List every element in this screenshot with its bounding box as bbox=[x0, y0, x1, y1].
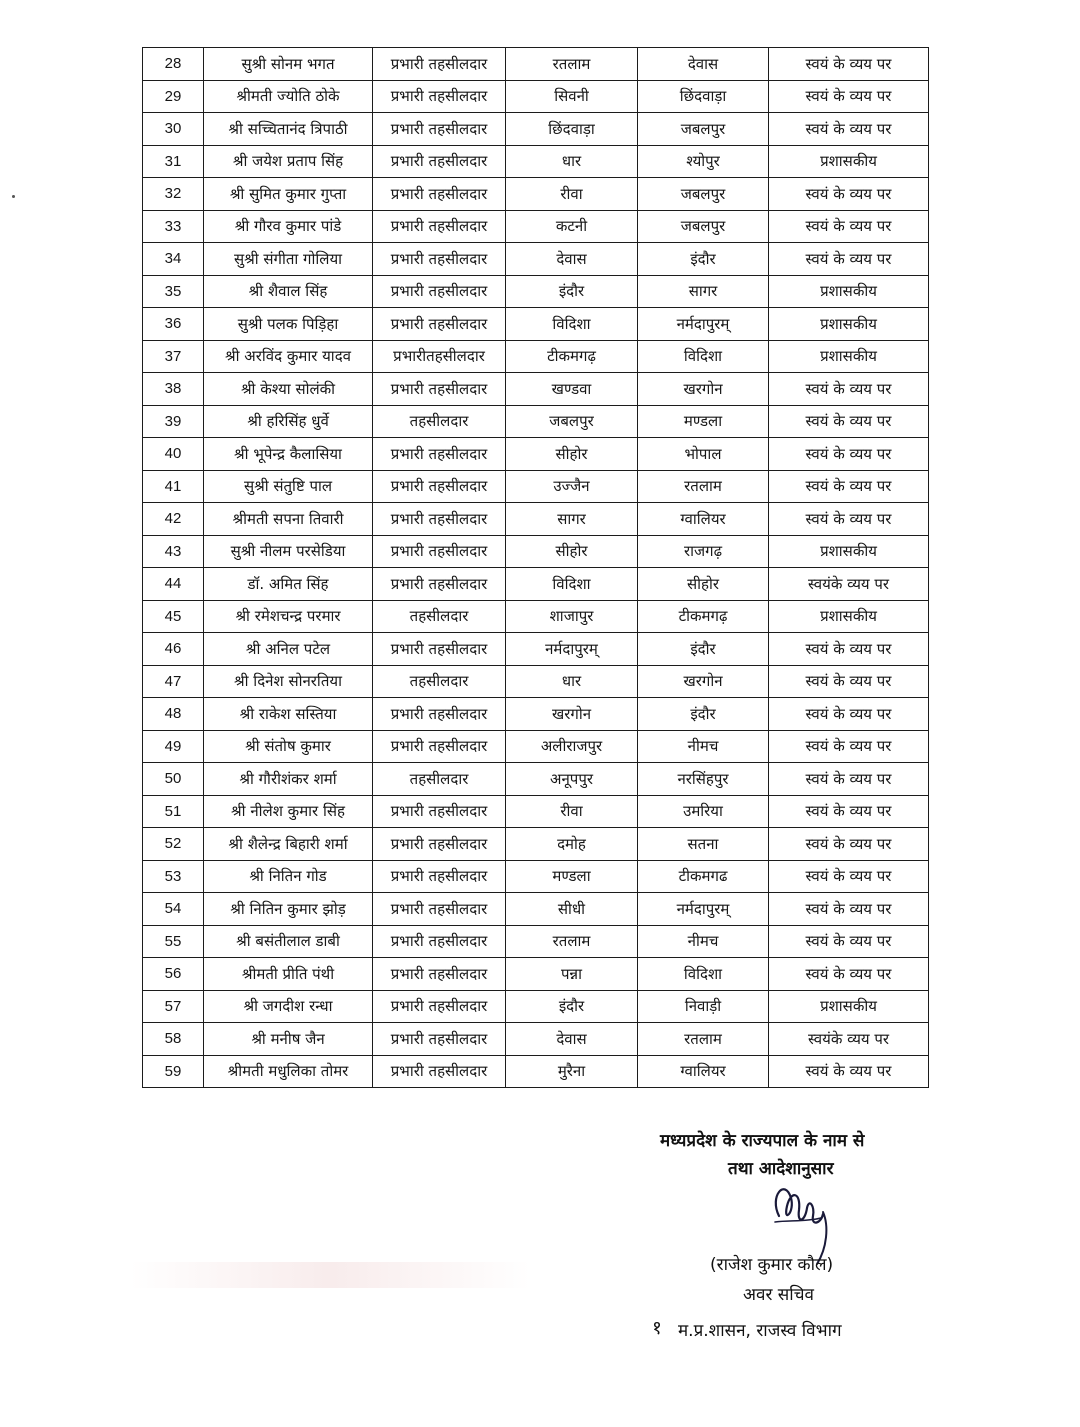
name-cell: सुश्री संगीता गोलिया bbox=[204, 243, 373, 276]
designation-cell: प्रभारी तहसीलदार bbox=[373, 145, 506, 178]
designation-cell: प्रभारी तहसीलदार bbox=[373, 308, 506, 341]
designation-cell: प्रभारी तहसीलदार bbox=[373, 48, 506, 81]
serial-number-cell: 52 bbox=[143, 828, 204, 861]
to-district-cell: खरगोन bbox=[638, 373, 769, 406]
designation-cell: तहसीलदार bbox=[373, 600, 506, 633]
serial-number-cell: 37 bbox=[143, 340, 204, 373]
expense-cell: स्वयं के व्यय पर bbox=[769, 958, 929, 991]
table-row bbox=[143, 373, 929, 406]
expense-cell: स्वयं के व्यय पर bbox=[769, 373, 929, 406]
table-row bbox=[143, 535, 929, 568]
table-row bbox=[143, 698, 929, 731]
page-mark: १ bbox=[652, 1317, 662, 1339]
table-row bbox=[143, 860, 929, 893]
name-cell: श्री जयेश प्रताप सिंह bbox=[204, 145, 373, 178]
from-district-cell: अलीराजपुर bbox=[506, 730, 638, 763]
serial-number-cell: 53 bbox=[143, 860, 204, 893]
to-district-cell: विदिशा bbox=[638, 958, 769, 991]
serial-number-cell: 44 bbox=[143, 568, 204, 601]
expense-cell: स्वयं के व्यय पर bbox=[769, 860, 929, 893]
to-district-cell: भोपाल bbox=[638, 438, 769, 471]
table-row bbox=[143, 795, 929, 828]
from-district-cell: सीहोर bbox=[506, 535, 638, 568]
name-cell: श्री नितिन कुमार झोड़ bbox=[204, 893, 373, 926]
designation-cell: तहसीलदार bbox=[373, 665, 506, 698]
name-cell: सुश्री सोनम भगत bbox=[204, 48, 373, 81]
serial-number-cell: 57 bbox=[143, 990, 204, 1023]
from-district-cell: रतलाम bbox=[506, 48, 638, 81]
name-cell: श्री हरिसिंह धुर्वे bbox=[204, 405, 373, 438]
to-district-cell: टीकमगढ bbox=[638, 860, 769, 893]
name-cell: श्रीमती प्रीति पंथी bbox=[204, 958, 373, 991]
designation-cell: प्रभारीतहसीलदार bbox=[373, 340, 506, 373]
table-body bbox=[143, 48, 929, 1088]
designation-cell: प्रभारी तहसीलदार bbox=[373, 730, 506, 763]
table-row bbox=[143, 893, 929, 926]
serial-number-cell: 30 bbox=[143, 113, 204, 146]
expense-cell: स्वयं के व्यय पर bbox=[769, 925, 929, 958]
name-cell: श्री भूपेन्द्र कैलासिया bbox=[204, 438, 373, 471]
designation-cell: प्रभारी तहसीलदार bbox=[373, 795, 506, 828]
expense-cell: स्वयं के व्यय पर bbox=[769, 438, 929, 471]
serial-number-cell: 42 bbox=[143, 503, 204, 536]
expense-cell: प्रशासकीय bbox=[769, 308, 929, 341]
table-row bbox=[143, 80, 929, 113]
signatory-designation: अवर सचिव bbox=[743, 1285, 814, 1305]
expense-cell: प्रशासकीय bbox=[769, 600, 929, 633]
from-district-cell: इंदौर bbox=[506, 990, 638, 1023]
designation-cell: प्रभारी तहसीलदार bbox=[373, 535, 506, 568]
name-cell: श्री मनीष जैन bbox=[204, 1023, 373, 1056]
table-row bbox=[143, 243, 929, 276]
from-district-cell: कटनी bbox=[506, 210, 638, 243]
name-cell: श्री बसंतीलाल डाबी bbox=[204, 925, 373, 958]
table-row bbox=[143, 633, 929, 666]
expense-cell: स्वयं के व्यय पर bbox=[769, 633, 929, 666]
name-cell: श्री केश्या सोलंकी bbox=[204, 373, 373, 406]
table-row bbox=[143, 145, 929, 178]
serial-number-cell: 43 bbox=[143, 535, 204, 568]
from-district-cell: रतलाम bbox=[506, 925, 638, 958]
expense-cell: स्वयं के व्यय पर bbox=[769, 48, 929, 81]
from-district-cell: पन्ना bbox=[506, 958, 638, 991]
expense-cell: स्वयं के व्यय पर bbox=[769, 698, 929, 731]
to-district-cell: इंदौर bbox=[638, 633, 769, 666]
table-row bbox=[143, 730, 929, 763]
from-district-cell: सागर bbox=[506, 503, 638, 536]
from-district-cell: सीहोर bbox=[506, 438, 638, 471]
to-district-cell: मण्डला bbox=[638, 405, 769, 438]
from-district-cell: धार bbox=[506, 145, 638, 178]
expense-cell: स्वयंके व्यय पर bbox=[769, 1023, 929, 1056]
from-district-cell: उज्जैन bbox=[506, 470, 638, 503]
from-district-cell: शाजापुर bbox=[506, 600, 638, 633]
table-row bbox=[143, 470, 929, 503]
to-district-cell: खरगोन bbox=[638, 665, 769, 698]
name-cell: श्री नीलेश कुमार सिंह bbox=[204, 795, 373, 828]
expense-cell: स्वयं के व्यय पर bbox=[769, 893, 929, 926]
expense-cell: स्वयं के व्यय पर bbox=[769, 795, 929, 828]
to-district-cell: ग्वालियर bbox=[638, 1055, 769, 1088]
name-cell: श्री जगदीश रन्धा bbox=[204, 990, 373, 1023]
expense-cell: स्वयं के व्यय पर bbox=[769, 210, 929, 243]
expense-cell: स्वयं के व्यय पर bbox=[769, 113, 929, 146]
serial-number-cell: 33 bbox=[143, 210, 204, 243]
serial-number-cell: 51 bbox=[143, 795, 204, 828]
from-district-cell: मुरैना bbox=[506, 1055, 638, 1088]
transfer-order-table bbox=[142, 47, 929, 1088]
table-row bbox=[143, 308, 929, 341]
expense-cell: स्वयं के व्यय पर bbox=[769, 763, 929, 796]
name-cell: श्री सुमित कुमार गुप्ता bbox=[204, 178, 373, 211]
designation-cell: प्रभारी तहसीलदार bbox=[373, 210, 506, 243]
table-row bbox=[143, 48, 929, 81]
from-district-cell: छिंदवाड़ा bbox=[506, 113, 638, 146]
expense-cell: स्वयं के व्यय पर bbox=[769, 828, 929, 861]
table-row bbox=[143, 828, 929, 861]
table-row bbox=[143, 178, 929, 211]
designation-cell: प्रभारी तहसीलदार bbox=[373, 860, 506, 893]
designation-cell: प्रभारी तहसीलदार bbox=[373, 698, 506, 731]
serial-number-cell: 54 bbox=[143, 893, 204, 926]
designation-cell: प्रभारी तहसीलदार bbox=[373, 958, 506, 991]
table-row bbox=[143, 275, 929, 308]
serial-number-cell: 41 bbox=[143, 470, 204, 503]
table-row bbox=[143, 925, 929, 958]
to-district-cell: जबलपुर bbox=[638, 210, 769, 243]
to-district-cell: जबलपुर bbox=[638, 113, 769, 146]
table-row bbox=[143, 1023, 929, 1056]
to-district-cell: नीमच bbox=[638, 925, 769, 958]
name-cell: श्रीमती मधुलिका तोमर bbox=[204, 1055, 373, 1088]
designation-cell: प्रभारी तहसीलदार bbox=[373, 275, 506, 308]
expense-cell: स्वयं के व्यय पर bbox=[769, 405, 929, 438]
serial-number-cell: 48 bbox=[143, 698, 204, 731]
name-cell: श्री राकेश सस्तिया bbox=[204, 698, 373, 731]
serial-number-cell: 40 bbox=[143, 438, 204, 471]
from-district-cell: जबलपुर bbox=[506, 405, 638, 438]
serial-number-cell: 59 bbox=[143, 1055, 204, 1088]
signature-block bbox=[600, 1120, 930, 1350]
scan-speck bbox=[12, 195, 15, 198]
serial-number-cell: 28 bbox=[143, 48, 204, 81]
table-row bbox=[143, 763, 929, 796]
name-cell: श्री नितिन गोड bbox=[204, 860, 373, 893]
from-district-cell: देवास bbox=[506, 1023, 638, 1056]
to-district-cell: टीकमगढ़ bbox=[638, 600, 769, 633]
table-row bbox=[143, 665, 929, 698]
designation-cell: प्रभारी तहसीलदार bbox=[373, 925, 506, 958]
to-district-cell: नर्मदापुरम् bbox=[638, 893, 769, 926]
designation-cell: प्रभारी तहसीलदार bbox=[373, 178, 506, 211]
name-cell: श्रीमती सपना तिवारी bbox=[204, 503, 373, 536]
designation-cell: प्रभारी तहसीलदार bbox=[373, 633, 506, 666]
to-district-cell: निवाड़ी bbox=[638, 990, 769, 1023]
designation-cell: प्रभारी तहसीलदार bbox=[373, 828, 506, 861]
designation-cell: प्रभारी तहसीलदार bbox=[373, 438, 506, 471]
name-cell: श्री शैवाल सिंह bbox=[204, 275, 373, 308]
name-cell: श्री अनिल पटेल bbox=[204, 633, 373, 666]
table-row bbox=[143, 1055, 929, 1088]
designation-cell: प्रभारी तहसीलदार bbox=[373, 503, 506, 536]
signatory-name: (राजेश कुमार कौल) bbox=[710, 1255, 834, 1275]
expense-cell: स्वयं के व्यय पर bbox=[769, 470, 929, 503]
serial-number-cell: 39 bbox=[143, 405, 204, 438]
to-district-cell: श्योपुर bbox=[638, 145, 769, 178]
expense-cell: स्वयं के व्यय पर bbox=[769, 243, 929, 276]
to-district-cell: सीहोर bbox=[638, 568, 769, 601]
name-cell: श्री सच्चितानंद त्रिपाठी bbox=[204, 113, 373, 146]
from-district-cell: अनूपपुर bbox=[506, 763, 638, 796]
table-row bbox=[143, 990, 929, 1023]
designation-cell: प्रभारी तहसीलदार bbox=[373, 1023, 506, 1056]
name-cell: श्री अरविंद कुमार यादव bbox=[204, 340, 373, 373]
serial-number-cell: 47 bbox=[143, 665, 204, 698]
serial-number-cell: 31 bbox=[143, 145, 204, 178]
serial-number-cell: 50 bbox=[143, 763, 204, 796]
serial-number-cell: 55 bbox=[143, 925, 204, 958]
expense-cell: स्वयं के व्यय पर bbox=[769, 730, 929, 763]
expense-cell: स्वयं के व्यय पर bbox=[769, 503, 929, 536]
to-district-cell: ग्वालियर bbox=[638, 503, 769, 536]
serial-number-cell: 32 bbox=[143, 178, 204, 211]
expense-cell: प्रशासकीय bbox=[769, 990, 929, 1023]
designation-cell: प्रभारी तहसीलदार bbox=[373, 80, 506, 113]
to-district-cell: इंदौर bbox=[638, 698, 769, 731]
serial-number-cell: 49 bbox=[143, 730, 204, 763]
from-district-cell: दमोह bbox=[506, 828, 638, 861]
expense-cell: प्रशासकीय bbox=[769, 145, 929, 178]
expense-cell: स्वयंके व्यय पर bbox=[769, 568, 929, 601]
from-district-cell: सिवनी bbox=[506, 80, 638, 113]
from-district-cell: खरगोन bbox=[506, 698, 638, 731]
expense-cell: प्रशासकीय bbox=[769, 340, 929, 373]
table-row bbox=[143, 600, 929, 633]
name-cell: सुश्री पलक पिड़िहा bbox=[204, 308, 373, 341]
from-district-cell: नर्मदापुरम् bbox=[506, 633, 638, 666]
designation-cell: तहसीलदार bbox=[373, 763, 506, 796]
expense-cell: प्रशासकीय bbox=[769, 535, 929, 568]
to-district-cell: राजगढ़ bbox=[638, 535, 769, 568]
from-district-cell: रीवा bbox=[506, 178, 638, 211]
expense-cell: स्वयं के व्यय पर bbox=[769, 80, 929, 113]
to-district-cell: नरसिंहपुर bbox=[638, 763, 769, 796]
to-district-cell: देवास bbox=[638, 48, 769, 81]
table-row bbox=[143, 503, 929, 536]
name-cell: श्री शैलेन्द्र बिहारी शर्मा bbox=[204, 828, 373, 861]
from-district-cell: इंदौर bbox=[506, 275, 638, 308]
name-cell: डॉ. अमित सिंह bbox=[204, 568, 373, 601]
designation-cell: तहसीलदार bbox=[373, 405, 506, 438]
designation-cell: प्रभारी तहसीलदार bbox=[373, 470, 506, 503]
from-district-cell: खण्डवा bbox=[506, 373, 638, 406]
table-row bbox=[143, 568, 929, 601]
designation-cell: प्रभारी तहसीलदार bbox=[373, 373, 506, 406]
to-district-cell: जबलपुर bbox=[638, 178, 769, 211]
serial-number-cell: 36 bbox=[143, 308, 204, 341]
serial-number-cell: 29 bbox=[143, 80, 204, 113]
to-district-cell: रतलाम bbox=[638, 470, 769, 503]
expense-cell: प्रशासकीय bbox=[769, 275, 929, 308]
serial-number-cell: 38 bbox=[143, 373, 204, 406]
designation-cell: प्रभारी तहसीलदार bbox=[373, 243, 506, 276]
name-cell: श्री संतोष कुमार bbox=[204, 730, 373, 763]
to-district-cell: रतलाम bbox=[638, 1023, 769, 1056]
serial-number-cell: 45 bbox=[143, 600, 204, 633]
designation-cell: प्रभारी तहसीलदार bbox=[373, 990, 506, 1023]
table-row bbox=[143, 958, 929, 991]
governor-authority-line: मध्यप्रदेश के राज्यपाल के नाम से bbox=[660, 1131, 865, 1151]
expense-cell: स्वयं के व्यय पर bbox=[769, 665, 929, 698]
designation-cell: प्रभारी तहसीलदार bbox=[373, 1055, 506, 1088]
name-cell: श्री गौरीशंकर शर्मा bbox=[204, 763, 373, 796]
name-cell: सुश्री संतुष्टि पाल bbox=[204, 470, 373, 503]
serial-number-cell: 46 bbox=[143, 633, 204, 666]
designation-cell: प्रभारी तहसीलदार bbox=[373, 113, 506, 146]
to-district-cell: नीमच bbox=[638, 730, 769, 763]
name-cell: श्रीमती ज्योति ठोके bbox=[204, 80, 373, 113]
from-district-cell: देवास bbox=[506, 243, 638, 276]
table-row bbox=[143, 438, 929, 471]
order-line: तथा आदेशानुसार bbox=[728, 1159, 834, 1179]
designation-cell: प्रभारी तहसीलदार bbox=[373, 893, 506, 926]
serial-number-cell: 34 bbox=[143, 243, 204, 276]
to-district-cell: सागर bbox=[638, 275, 769, 308]
to-district-cell: छिंदवाड़ा bbox=[638, 80, 769, 113]
to-district-cell: इंदौर bbox=[638, 243, 769, 276]
name-cell: श्री दिनेश सोनरतिया bbox=[204, 665, 373, 698]
to-district-cell: सतना bbox=[638, 828, 769, 861]
from-district-cell: रीवा bbox=[506, 795, 638, 828]
to-district-cell: विदिशा bbox=[638, 340, 769, 373]
table-row bbox=[143, 340, 929, 373]
from-district-cell: मण्डला bbox=[506, 860, 638, 893]
name-cell: सुश्री नीलम परसेडिया bbox=[204, 535, 373, 568]
table-row bbox=[143, 210, 929, 243]
to-district-cell: उमरिया bbox=[638, 795, 769, 828]
designation-cell: प्रभारी तहसीलदार bbox=[373, 568, 506, 601]
from-district-cell: विदिशा bbox=[506, 568, 638, 601]
table-row bbox=[143, 405, 929, 438]
from-district-cell: सीधी bbox=[506, 893, 638, 926]
table-row bbox=[143, 113, 929, 146]
serial-number-cell: 58 bbox=[143, 1023, 204, 1056]
name-cell: श्री गौरव कुमार पांडे bbox=[204, 210, 373, 243]
serial-number-cell: 35 bbox=[143, 275, 204, 308]
from-district-cell: विदिशा bbox=[506, 308, 638, 341]
name-cell: श्री रमेशचन्द्र परमार bbox=[204, 600, 373, 633]
scan-smudge bbox=[130, 1262, 530, 1288]
from-district-cell: धार bbox=[506, 665, 638, 698]
to-district-cell: नर्मदापुरम् bbox=[638, 308, 769, 341]
serial-number-cell: 56 bbox=[143, 958, 204, 991]
from-district-cell: टीकमगढ़ bbox=[506, 340, 638, 373]
expense-cell: स्वयं के व्यय पर bbox=[769, 178, 929, 211]
department-line: म.प्र.शासन, राजस्व विभाग bbox=[678, 1321, 842, 1341]
expense-cell: स्वयं के व्यय पर bbox=[769, 1055, 929, 1088]
